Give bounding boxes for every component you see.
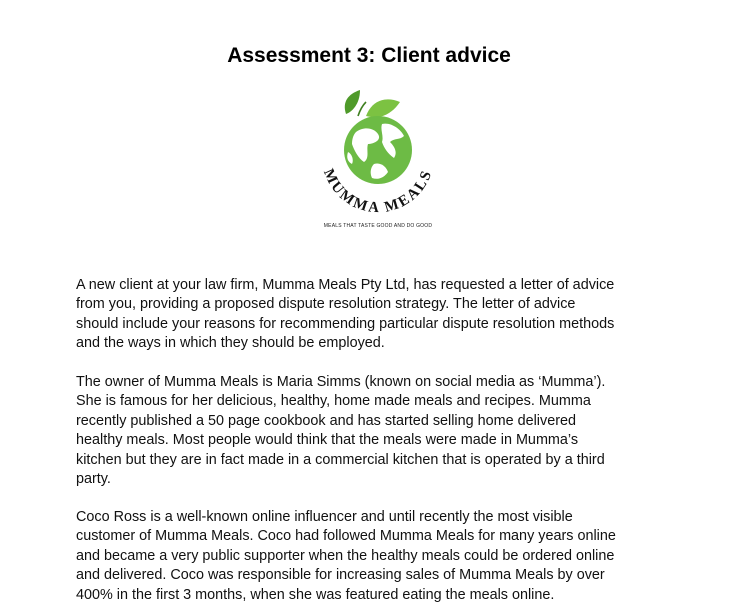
paragraph-intro [76,276,686,354]
paragraph-line: The owner of Mumma Meals is Maria Simms (known on social media as ‘Mumma’). [76,374,606,390]
paragraph-line: customer of Mumma Meals. Coco had followed Mumma Meals for many years online [76,528,616,545]
leaf-left-icon [345,90,360,114]
paragraph-influencer [76,508,686,605]
paragraph-line: Coco Ross is a well-known online influencer and until recently the most visible [76,509,573,525]
paragraph-owner [76,373,686,489]
paragraph-line: 400% in the first 3 months, when she was featured eating the meals online. [76,586,555,603]
brand-arc-text: MUMMA MEALS [319,166,436,217]
paragraph-line: She is famous for her delicious, healthy, home made meals and recipes. Mumma [76,393,591,410]
paragraph-line: should include your reasons for recommending particular dispute resolution methods [76,315,615,332]
leaf-right-icon [366,99,400,117]
paragraph-line: and the ways in which they should be employed. [76,335,385,352]
page-title: Assessment 3: Client advice [227,44,511,67]
paragraph-line: recently published a 50 page cookbook and has started selling home delivered [76,412,577,429]
paragraph-line: party. [76,471,111,488]
paragraph-line: from you, providing a proposed dispute resolution strategy. The letter of advice [76,296,576,313]
paragraph-line: healthy meals. Most people would think that the meals were made in Mumma’s [76,432,579,449]
paragraph-line: A new client at your law firm, Mumma Meals Pty Ltd, has requested a letter of advice [76,277,615,293]
paragraph-line: and delivered. Coco was responsible for increasing sales of Mumma Meals by over [76,567,605,584]
mumma-meals-logo [308,88,448,238]
paragraph-line: kitchen but they are in fact made in a commercial kitchen that is operated by a third [76,451,605,468]
paragraph-line: and became a very public supporter when the healthy meals could be ordered online [76,547,615,564]
logo-graphic [308,88,448,223]
logo-tagline: MEALS THAT TASTE GOOD AND DO GOOD [323,223,433,229]
